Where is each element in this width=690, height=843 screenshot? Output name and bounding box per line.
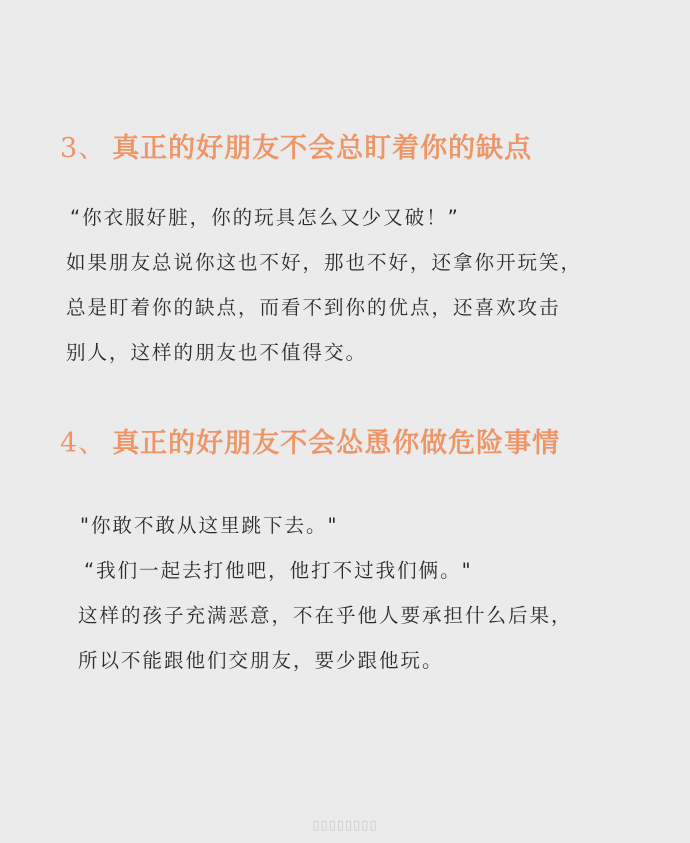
section-3-heading (60, 132, 532, 166)
section-3-title: 真正的好朋友不会总盯着你的缺点 (112, 133, 533, 164)
section-3-paragraph (66, 195, 670, 375)
paragraph-line: "你敢不敢从这里跳下去。" (80, 514, 339, 537)
paragraph-line: 如果朋友总说你这也不好，那也不好，还拿你开玩笑， (66, 251, 583, 274)
section-4-number: 4、 (60, 428, 107, 459)
paragraph-line: “我们一起去打他吧，他打不过我们俩。" (84, 559, 473, 582)
paragraph-line: 总是盯着你的缺点，而看不到你的优点，还喜欢攻击 (66, 296, 561, 319)
section-4-heading (60, 427, 560, 461)
section-4-paragraph (70, 503, 670, 683)
paragraph-line: 这样的孩子充满恶意，不在乎他人要承担什么后果， (78, 604, 573, 627)
section-4-title: 真正的好朋友不会怂恿你做危险事情 (112, 428, 561, 459)
watermark: ▯▯▯▯▯▯▯▯ (312, 818, 378, 833)
paragraph-line: 所以不能跟他们交朋友，要少跟他玩。 (78, 649, 444, 672)
paragraph-line: 别人，这样的朋友也不值得交。 (66, 341, 368, 364)
section-3-number: 3、 (60, 133, 107, 164)
paragraph-line: “你衣服好脏，你的玩具怎么又少又破！” (70, 206, 460, 229)
